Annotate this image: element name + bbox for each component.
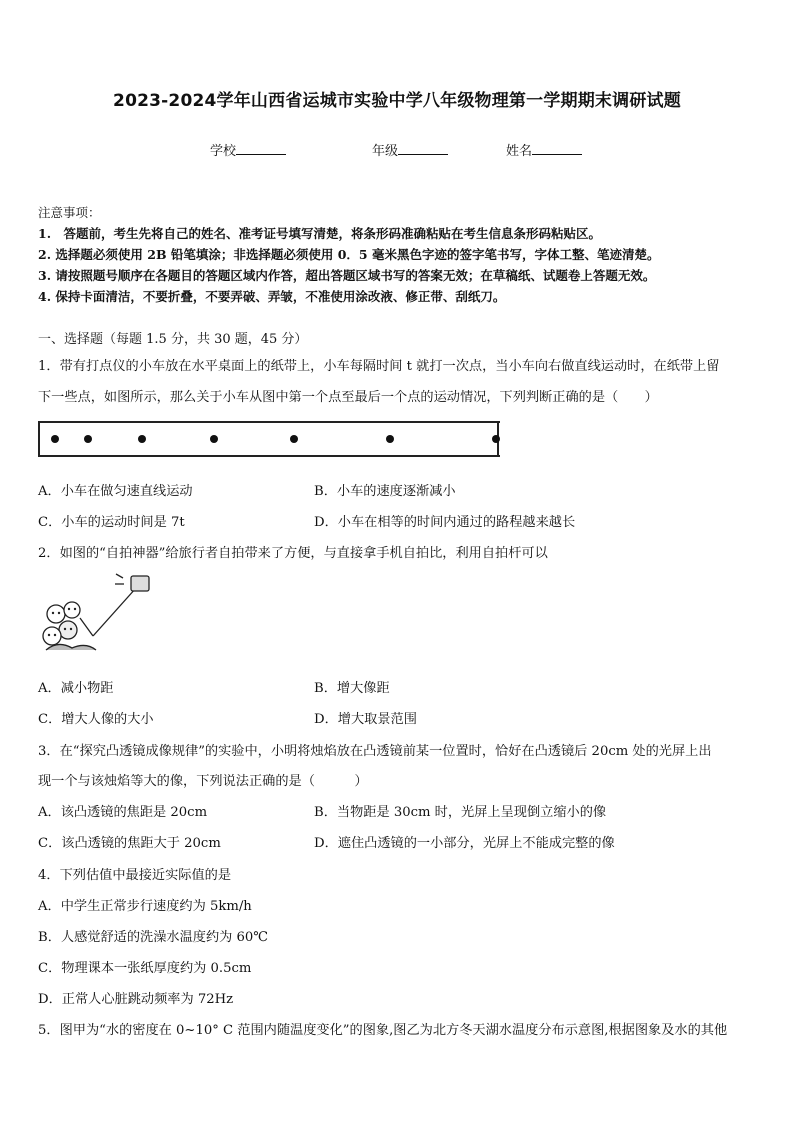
option-d[interactable]: D．小车在相等的时间内通过的路程越来越长 (314, 515, 576, 530)
note-item: 1. 答题前，考生先将自己的姓名、准考证号填写清楚，将条形码准确粘贴在考生信息条形码粘贴区。 (38, 226, 602, 241)
tape-dot (210, 435, 218, 443)
name-line (532, 143, 582, 155)
option-c[interactable]: C．该凸透镜的焦距大于 20cm (38, 836, 221, 851)
question-1-stem-line: 1．带有打点仪的小车放在水平桌面上的纸带上，小车每隔时间 t 就打一次点，当小车向右做直线运动时，在纸带上留 (38, 359, 720, 374)
tape-dot (138, 435, 146, 443)
grade-field[interactable] (372, 140, 448, 159)
selfie-stick-illustration (38, 570, 158, 662)
school-label: 学校 (210, 144, 237, 159)
option-b[interactable]: B．当物距是 30cm 时，光屏上呈现倒立缩小的像 (314, 805, 607, 820)
option-a[interactable]: A．减小物距 (38, 681, 114, 696)
option-a[interactable]: A．小车在做匀速直线运动 (38, 484, 193, 499)
tape-dot (386, 435, 394, 443)
question-4-stem-line: 4．下列估值中最接近实际值的是 (38, 868, 232, 883)
note-item: 2. 选择题必须使用 2B 铅笔填涂；非选择题必须使用 0．5 毫米黑色字迹的签字笔书写，字体工整、笔迹清楚。 (38, 247, 660, 262)
option-b[interactable]: B．小车的速度逐渐减小 (314, 484, 456, 499)
section-title: 一、选择题（每题 1.5 分，共 30 题，45 分） (38, 332, 308, 347)
note-item: 3. 请按照题号顺序在各题目的答题区域内作答，超出答题区域书写的答案无效；在草稿纸、试题卷上答题无效。 (38, 268, 656, 283)
question-5-stem-line: 5．图甲为“水的密度在 0~10° C 范围内随温度变化”的图象,图乙为北方冬天湖水温度分布示意图,根据图象及水的其他 (38, 1023, 728, 1038)
option-c[interactable]: C．小车的运动时间是 7t (38, 515, 185, 530)
option-d[interactable]: D．正常人心脏跳动频率为 72Hz (38, 992, 234, 1007)
grade-label: 年级 (372, 144, 399, 159)
grade-line (398, 143, 448, 155)
option-b[interactable]: B．增大像距 (314, 681, 390, 696)
option-a[interactable]: A．该凸透镜的焦距是 20cm (38, 805, 208, 820)
option-d[interactable]: D．遮住凸透镜的一小部分，光屏上不能成完整的像 (314, 836, 615, 851)
tape-dot (290, 435, 298, 443)
note-item: 4. 保持卡面清洁，不要折叠，不要弄破、弄皱，不准使用涂改液、修正带、刮纸刀。 (38, 289, 506, 304)
option-d[interactable]: D．增大取景范围 (314, 712, 417, 727)
name-field[interactable] (506, 140, 582, 159)
name-label: 姓名 (506, 144, 533, 159)
tape-dot (51, 435, 59, 443)
page-title: 2023-2024学年山西省运城市实验中学八年级物理第一学期期末调研试题 (113, 91, 681, 111)
question-2-stem-line: 2．如图的“自拍神器”给旅行者自拍带来了方便，与直接拿手机自拍比，利用自拍杆可以 (38, 546, 548, 561)
question-1-stem-line: 下一些点，如图所示，那么关于小车从图中第一个点至最后一个点的运动情况，下列判断正确的是（ ） (38, 390, 658, 405)
notes-heading: 注意事项： (38, 205, 101, 220)
question-3-stem-line: 现一个与该烛焰等大的像，下列说法正确的是（ ） (38, 774, 368, 789)
school-line (236, 143, 286, 155)
option-c[interactable]: C．物理课本一张纸厚度约为 0.5cm (38, 961, 252, 976)
question-3-stem-line: 3．在“探究凸透镜成像规律”的实验中，小明将烛焰放在凸透镜前某一位置时，恰好在凸透镜后 20cm 处的光屏上出 (38, 744, 712, 759)
ticker-tape-figure (38, 421, 500, 457)
option-c[interactable]: C．增大人像的大小 (38, 712, 154, 727)
tape-dot (492, 435, 500, 443)
school-field[interactable] (210, 140, 286, 159)
tape-dot (84, 435, 92, 443)
option-b[interactable]: B．人感觉舒适的洗澡水温度约为 60℃ (38, 930, 269, 945)
option-a[interactable]: A．中学生正常步行速度约为 5km/h (38, 899, 252, 914)
